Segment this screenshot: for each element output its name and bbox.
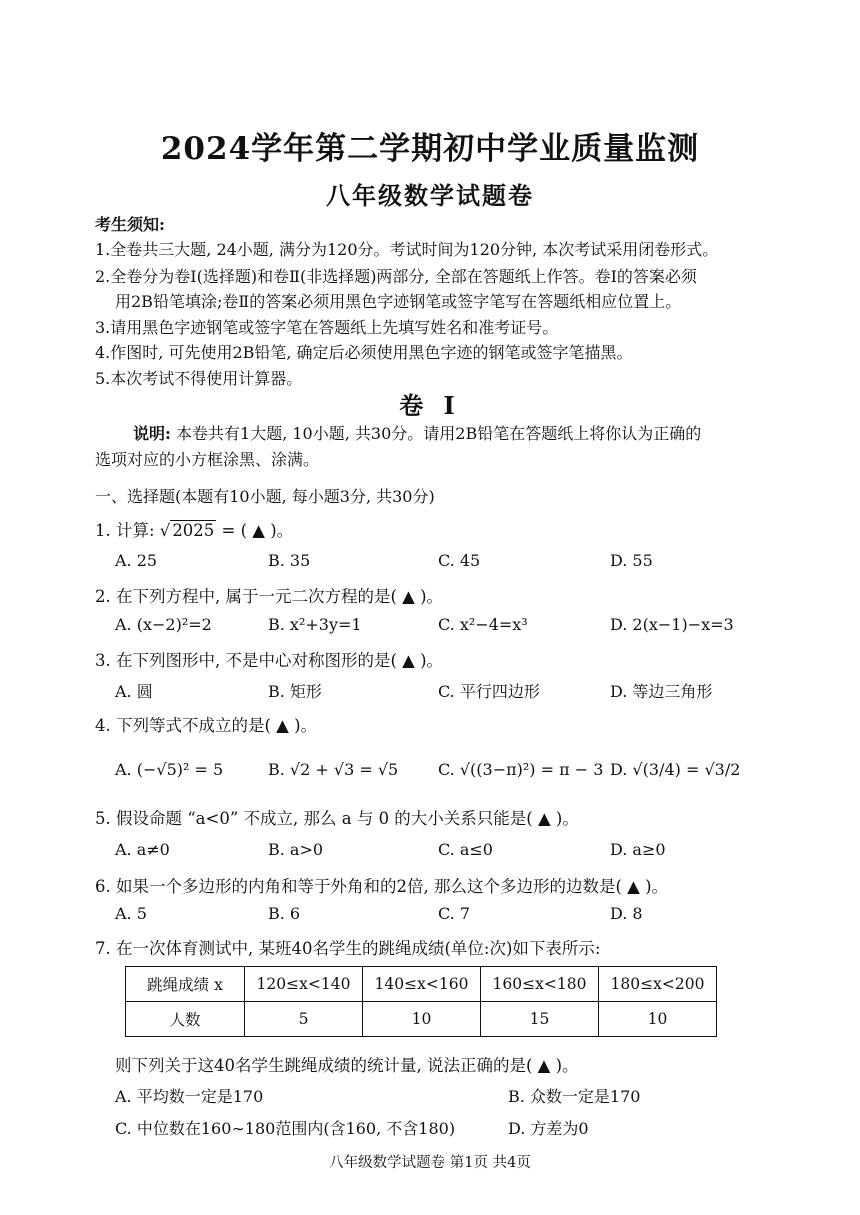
q1-suffix: = ( ▲ )。 <box>216 521 294 540</box>
q2-option-b: B. x²+3y=1 <box>268 615 362 634</box>
table-cell: 10 <box>599 1002 717 1037</box>
part-title: 一、选择题(本题有10小题, 每小题3分, 共30分) <box>95 487 435 506</box>
question-2: 2. 在下列方程中, 属于一元二次方程的是( ▲ )。 <box>95 587 444 606</box>
q7-followup: 则下列关于这40名学生跳绳成绩的统计量, 说法正确的是( ▲ )。 <box>115 1056 579 1075</box>
table-row <box>126 1002 717 1037</box>
q1-option-a: A. 25 <box>115 551 158 570</box>
q2-option-d: D. 2(x−1)−x=3 <box>610 615 734 634</box>
q5-option-b: B. a>0 <box>268 840 324 859</box>
score-table <box>125 966 717 1037</box>
q1-option-d: D. 55 <box>610 551 653 570</box>
section-desc-cont: 选项对应的小方框涂黑、涂满。 <box>95 450 320 469</box>
q5-option-a: A. a≠0 <box>115 840 170 859</box>
table-cell: 140≤x<160 <box>363 967 481 1002</box>
table-cell: 15 <box>481 1002 599 1037</box>
sqrt-sign: √ <box>159 521 171 540</box>
q7-option-b: B. 众数一定是170 <box>508 1087 641 1106</box>
q6-option-a: A. 5 <box>115 904 147 923</box>
question-6: 6. 如果一个多边形的内角和等于外角和的2倍, 那么这个多边形的边数是( ▲ )。 <box>95 877 669 896</box>
page-footer: 八年级数学试题卷 第1页 共4页 <box>329 1155 531 1171</box>
table-cell: 人数 <box>126 1002 245 1037</box>
table-cell: 跳绳成绩 x <box>126 967 245 1002</box>
q3-option-c: C. 平行四边形 <box>438 682 540 701</box>
table-cell: 120≤x<140 <box>245 967 363 1002</box>
notice-line: 1.全卷共三大题, 24小题, 满分为120分。考试时间为120分钟, 本次考试采用闭卷形式。 <box>95 240 719 259</box>
question-5: 5. 假设命题 “a<0” 不成立, 那么 a 与 0 的大小关系只能是( ▲ )。 <box>95 809 579 828</box>
q3-option-a: A. 圆 <box>115 682 153 701</box>
q4-option-a: A. (−√5)² = 5 <box>115 760 224 779</box>
exam-subtitle: 八年级数学试题卷 <box>326 181 534 210</box>
question-3: 3. 在下列图形中, 不是中心对称图形的是( ▲ )。 <box>95 651 444 670</box>
table-cell: 160≤x<180 <box>481 967 599 1002</box>
notice-line: 用2B铅笔填涂;卷Ⅱ的答案必须用黑色字迹钢笔或签字笔写在答题纸相应位置上。 <box>115 292 682 311</box>
table-cell: 10 <box>363 1002 481 1037</box>
notice-line: 4.作图时, 可先使用2B铅笔, 确定后必须使用黑色字迹的钢笔或签字笔描黑。 <box>95 343 633 362</box>
notice-heading: 考生须知: <box>95 215 165 234</box>
table-cell: 180≤x<200 <box>599 967 717 1002</box>
q7-option-a: A. 平均数一定是170 <box>115 1087 264 1106</box>
q7-option-d: D. 方差为0 <box>508 1119 589 1138</box>
q7-option-c: C. 中位数在160∼180范围内(含160, 不含180) <box>115 1119 456 1138</box>
q2-option-a: A. (x−2)²=2 <box>115 615 212 634</box>
notice-line: 5.本次考试不得使用计算器。 <box>95 369 303 388</box>
q1-radicand: 2025 <box>172 521 215 540</box>
q6-option-b: B. 6 <box>268 904 301 923</box>
exam-title: 2024学年第二学期初中学业质量监测 <box>160 131 700 167</box>
q6-option-c: C. 7 <box>438 904 471 923</box>
table-header-row <box>126 967 717 1002</box>
table-cell: 5 <box>245 1002 363 1037</box>
q2-option-c: C. x²−4=x³ <box>438 615 528 634</box>
question-4: 4. 下列等式不成立的是( ▲ )。 <box>95 716 318 735</box>
q4-option-d: D. √(3/4) = √3/2 <box>610 760 741 779</box>
q5-option-d: D. a≥0 <box>610 840 666 859</box>
question-1 <box>95 517 293 541</box>
question-7: 7. 在一次体育测试中, 某班40名学生的跳绳成绩(单位:次)如下表所示: <box>95 939 601 958</box>
q1-prefix: 1. 计算: <box>95 521 160 540</box>
q4-option-b: B. √2 + √3 = √5 <box>268 760 399 779</box>
q3-option-d: D. 等边三角形 <box>610 682 713 701</box>
q3-option-b: B. 矩形 <box>268 682 322 701</box>
q5-option-c: C. a≤0 <box>438 840 493 859</box>
q4-option-c: C. √((3−π)²) = π − 3 <box>438 760 604 779</box>
q1-option-b: B. 35 <box>268 551 311 570</box>
notice-line: 2.全卷分为卷Ⅰ(选择题)和卷Ⅱ(非选择题)两部分, 全部在答题纸上作答。卷Ⅰ的答案必须 <box>95 267 697 286</box>
notice-line: 3.请用黑色字迹钢笔或签字笔在答题纸上先填写姓名和准考证号。 <box>95 318 559 337</box>
section-desc: 本卷共有1大题, 10小题, 共30分。请用2B铅笔在答题纸上将你认为正确的 <box>176 424 702 443</box>
q6-option-d: D. 8 <box>610 904 643 923</box>
q1-option-c: C. 45 <box>438 551 481 570</box>
section-title: 卷 Ⅰ <box>399 391 461 420</box>
section-desc-label: 说明: <box>133 424 171 443</box>
